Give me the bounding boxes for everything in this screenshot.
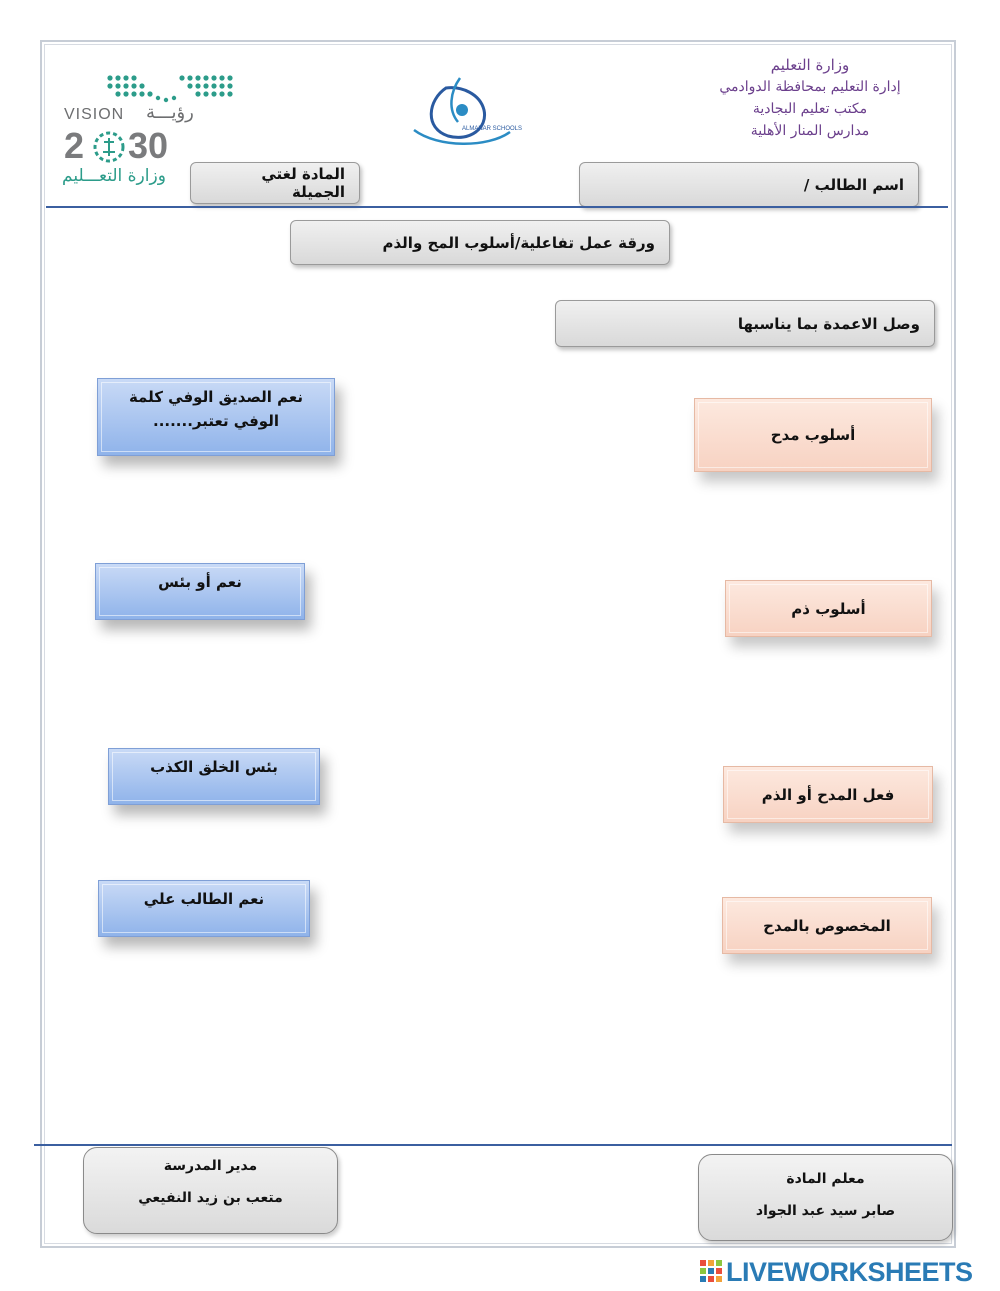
- school-logo: [388, 70, 536, 162]
- ministry-line-2: إدارة التعليم بمحافظة الدوادمي: [719, 79, 901, 95]
- vision-word: VISION: [64, 106, 125, 123]
- liveworksheets-brand[interactable]: LIVEWORKSHEETS: [726, 1257, 973, 1287]
- student-name-label: اسم الطالب /: [803, 175, 904, 194]
- left-item-2-text: نعم أو بئس: [158, 573, 242, 591]
- ministry-line-4: مدارس المنار الأهلية: [750, 123, 870, 139]
- right-item-3[interactable]: [723, 766, 933, 823]
- student-name-field[interactable]: [579, 162, 919, 207]
- vision-arabic: رؤيـــة: [146, 102, 194, 123]
- liveworksheets-grid-icon: [700, 1260, 722, 1282]
- school-logo-text: ALMANAR SCHOOLS: [462, 126, 523, 132]
- teacher-title: معلم المادة: [786, 1171, 865, 1187]
- left-item-2[interactable]: [95, 563, 305, 620]
- instruction-box: [555, 300, 935, 347]
- left-item-3[interactable]: [108, 748, 320, 805]
- right-item-4[interactable]: [722, 897, 932, 954]
- left-item-4[interactable]: [98, 880, 310, 937]
- subject-label: المادة لغتي الجميلة: [261, 165, 345, 201]
- left-item-1-text: نعم الصديق الوفي كلمة الوفي تعتبر.......: [128, 388, 304, 430]
- footer-divider: [34, 1144, 952, 1146]
- right-item-3-text: فعل المدح أو الذم: [761, 785, 895, 804]
- vision-year-left: 2: [64, 125, 85, 166]
- palm-emblem-icon: [92, 130, 126, 164]
- left-item-1[interactable]: [97, 378, 335, 456]
- right-item-1[interactable]: [694, 398, 932, 472]
- subject-field: [190, 162, 360, 204]
- school-logo-icon: [388, 70, 536, 162]
- right-item-4-text: المخصوص بالمدح: [763, 916, 891, 935]
- header-divider: [46, 206, 948, 208]
- vision-year-right: 30: [128, 125, 169, 166]
- principal-box: [83, 1147, 338, 1234]
- liveworksheets-logo[interactable]: [700, 1260, 722, 1282]
- principal-title: مدير المدرسة: [163, 1158, 258, 1174]
- left-item-4-text: نعم الطالب علي: [143, 890, 265, 908]
- teacher-name: صابر سيد عبد الجواد: [755, 1203, 896, 1219]
- ministry-line-3: مكتب تعليم البجادية: [752, 101, 868, 117]
- right-item-2-text: أسلوب ذم: [791, 599, 866, 618]
- ministry-line-1: وزارة التعليم: [770, 56, 850, 74]
- principal-name: متعب بن زيد النفيعي: [138, 1190, 283, 1206]
- left-item-3-text: بئس الخلق الكذب: [150, 758, 278, 776]
- teacher-box: [698, 1154, 953, 1241]
- ministry-logo-text: وزارة التعـــليم: [62, 166, 166, 186]
- ministry-header: [700, 54, 920, 142]
- right-item-2[interactable]: [725, 580, 932, 637]
- instruction-text: وصل الاعمدة بما يناسبها: [737, 314, 920, 333]
- right-item-1-text: أسلوب مدح: [770, 426, 856, 444]
- worksheet-title: ورقة عمل تفاعلية/أسلوب المح والذم: [382, 233, 655, 252]
- worksheet-title-box: [290, 220, 670, 265]
